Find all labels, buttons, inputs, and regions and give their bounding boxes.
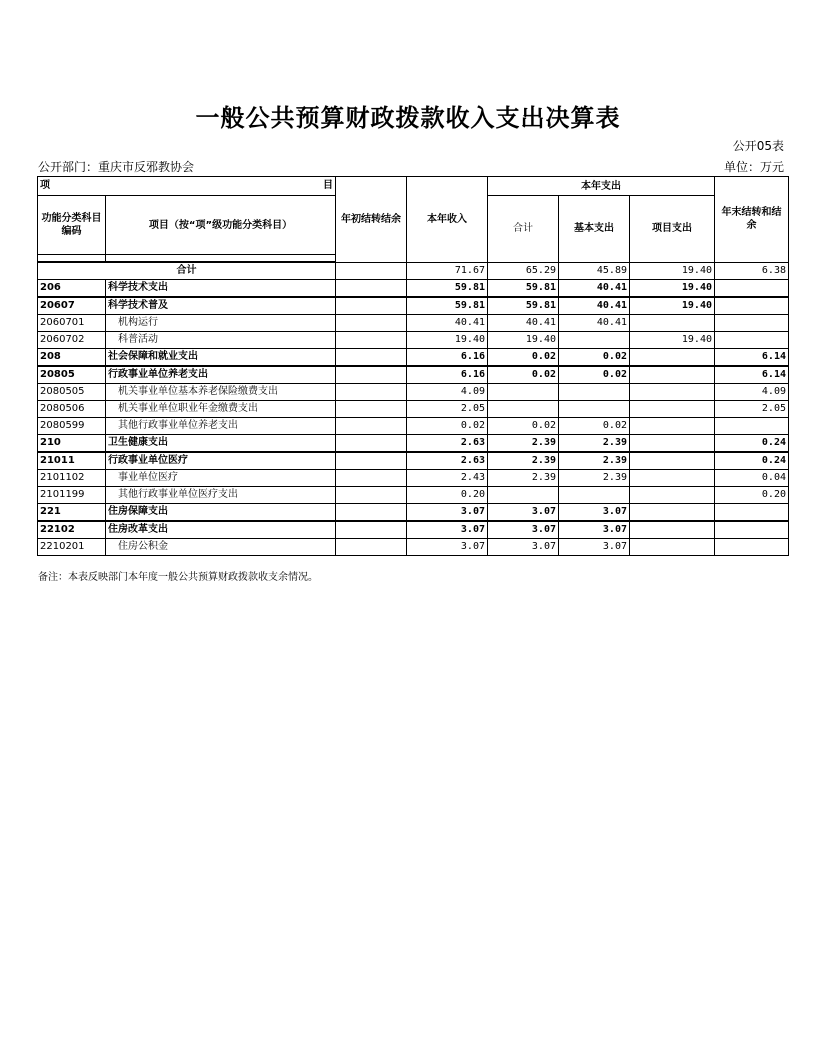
- row-begin: [336, 349, 407, 367]
- row-project: [630, 366, 715, 384]
- row-total: 59.81: [488, 297, 559, 315]
- row-income: 2.63: [407, 452, 488, 470]
- total-basic: 45.89: [559, 262, 630, 280]
- table-row: [38, 332, 789, 349]
- row-begin: [336, 401, 407, 418]
- row-total: [488, 384, 559, 401]
- row-income: 3.07: [407, 539, 488, 556]
- row-total: 3.07: [488, 504, 559, 522]
- row-basic: 2.39: [559, 470, 630, 487]
- table-row: [38, 280, 789, 298]
- row-begin: [336, 435, 407, 453]
- row-project: [630, 504, 715, 522]
- row-begin: [336, 297, 407, 315]
- row-name: 住房公积金: [106, 539, 336, 556]
- header-row-1: [38, 177, 789, 196]
- row-total: [488, 487, 559, 504]
- row-project: 19.40: [630, 332, 715, 349]
- table-row: [38, 487, 789, 504]
- row-end: 2.05: [715, 401, 789, 418]
- row-basic: 2.39: [559, 452, 630, 470]
- table-row: [38, 470, 789, 487]
- row-name: 行政事业单位医疗: [106, 452, 336, 470]
- row-total: 2.39: [488, 470, 559, 487]
- header-end-balance: 年末结转和结余: [715, 177, 789, 263]
- row-begin: [336, 539, 407, 556]
- row-end: 6.14: [715, 349, 789, 367]
- row-basic: [559, 401, 630, 418]
- row-begin: [336, 470, 407, 487]
- row-begin: [336, 418, 407, 435]
- row-total: 3.07: [488, 521, 559, 539]
- header-spacer-code: [38, 255, 106, 263]
- row-basic: 0.02: [559, 418, 630, 435]
- row-project: 19.40: [630, 297, 715, 315]
- row-basic: [559, 332, 630, 349]
- row-income: 3.07: [407, 521, 488, 539]
- row-project: [630, 487, 715, 504]
- row-begin: [336, 487, 407, 504]
- unit-label: 单位：万元: [723, 160, 784, 174]
- row-end: [715, 280, 789, 298]
- row-begin: [336, 315, 407, 332]
- row-project: [630, 435, 715, 453]
- footnote: 备注：本表反映部门本年度一般公共预算财政拨款收支余情况。: [38, 572, 318, 583]
- row-code: 2060702: [38, 332, 106, 349]
- total-income: 71.67: [407, 262, 488, 280]
- total-row: [38, 262, 789, 280]
- table-row: [38, 521, 789, 539]
- total-label: 合计: [38, 262, 336, 280]
- row-name: 机关事业单位基本养老保险缴费支出: [106, 384, 336, 401]
- row-income: 59.81: [407, 280, 488, 298]
- row-code: 20805: [38, 366, 106, 384]
- row-end: [715, 504, 789, 522]
- table-row: [38, 452, 789, 470]
- row-begin: [336, 280, 407, 298]
- row-total: 2.39: [488, 435, 559, 453]
- row-name: 行政事业单位养老支出: [106, 366, 336, 384]
- row-project: [630, 470, 715, 487]
- row-end: [715, 539, 789, 556]
- table-row: [38, 401, 789, 418]
- row-code: 20607: [38, 297, 106, 315]
- row-basic: [559, 384, 630, 401]
- header-item-right: 目: [323, 180, 333, 191]
- table-row: [38, 297, 789, 315]
- row-code: 2080599: [38, 418, 106, 435]
- row-basic: 0.02: [559, 349, 630, 367]
- row-project: [630, 539, 715, 556]
- row-name: 机构运行: [106, 315, 336, 332]
- row-end: 0.04: [715, 470, 789, 487]
- row-income: 0.20: [407, 487, 488, 504]
- row-income: 4.09: [407, 384, 488, 401]
- row-basic: 40.41: [559, 280, 630, 298]
- row-begin: [336, 504, 407, 522]
- header-project: 项目支出: [630, 196, 715, 263]
- table-row: [38, 435, 789, 453]
- table-row: [38, 349, 789, 367]
- row-basic: 40.41: [559, 315, 630, 332]
- form-code: 公开05表: [732, 139, 784, 153]
- row-income: 6.16: [407, 366, 488, 384]
- row-begin: [336, 332, 407, 349]
- row-income: 40.41: [407, 315, 488, 332]
- total-end: 6.38: [715, 262, 789, 280]
- row-name: 科学技术普及: [106, 297, 336, 315]
- row-end: [715, 332, 789, 349]
- row-name: 科学技术支出: [106, 280, 336, 298]
- header-func-code: 功能分类科目编码: [38, 196, 106, 255]
- row-total: 0.02: [488, 418, 559, 435]
- header-item-left: 项: [40, 180, 50, 191]
- row-project: [630, 349, 715, 367]
- header-item-name: 项目（按“项”级功能分类科目）: [106, 196, 336, 255]
- total-begin: [336, 262, 407, 280]
- row-code: 2080506: [38, 401, 106, 418]
- row-total: 2.39: [488, 452, 559, 470]
- header-spacer-name: [106, 255, 336, 263]
- row-basic: 0.02: [559, 366, 630, 384]
- row-name: 卫生健康支出: [106, 435, 336, 453]
- row-code: 2101102: [38, 470, 106, 487]
- row-total: [488, 401, 559, 418]
- row-name: 事业单位医疗: [106, 470, 336, 487]
- row-name: 科普活动: [106, 332, 336, 349]
- row-begin: [336, 452, 407, 470]
- row-end: 0.20: [715, 487, 789, 504]
- row-project: [630, 384, 715, 401]
- row-code: 21011: [38, 452, 106, 470]
- row-code: 206: [38, 280, 106, 298]
- row-name: 住房改革支出: [106, 521, 336, 539]
- row-total: 59.81: [488, 280, 559, 298]
- department-label: 公开部门：重庆市反邪教协会: [38, 160, 195, 174]
- header-begin-balance: 年初结转结余: [336, 177, 407, 263]
- row-end: [715, 521, 789, 539]
- header-expense-group: 本年支出: [488, 177, 715, 196]
- row-project: 19.40: [630, 280, 715, 298]
- row-begin: [336, 366, 407, 384]
- row-basic: 3.07: [559, 504, 630, 522]
- row-end: [715, 418, 789, 435]
- row-end: [715, 297, 789, 315]
- budget-table: [37, 176, 789, 556]
- row-total: 0.02: [488, 366, 559, 384]
- table-row: [38, 418, 789, 435]
- row-name: 其他行政事业单位医疗支出: [106, 487, 336, 504]
- row-code: 2080505: [38, 384, 106, 401]
- row-income: 3.07: [407, 504, 488, 522]
- row-begin: [336, 521, 407, 539]
- row-income: 2.63: [407, 435, 488, 453]
- row-project: [630, 401, 715, 418]
- row-code: 22102: [38, 521, 106, 539]
- row-end: 6.14: [715, 366, 789, 384]
- table-row: [38, 539, 789, 556]
- row-income: 2.43: [407, 470, 488, 487]
- row-name: 社会保障和就业支出: [106, 349, 336, 367]
- header-income: 本年收入: [407, 177, 488, 263]
- row-total: 3.07: [488, 539, 559, 556]
- row-code: 221: [38, 504, 106, 522]
- row-basic: 3.07: [559, 539, 630, 556]
- table-row: [38, 384, 789, 401]
- row-end: 0.24: [715, 435, 789, 453]
- row-total: 0.02: [488, 349, 559, 367]
- row-total: 40.41: [488, 315, 559, 332]
- row-project: [630, 521, 715, 539]
- row-name: 住房保障支出: [106, 504, 336, 522]
- row-code: 2060701: [38, 315, 106, 332]
- row-end: [715, 315, 789, 332]
- row-project: [630, 315, 715, 332]
- row-total: 19.40: [488, 332, 559, 349]
- row-income: 2.05: [407, 401, 488, 418]
- row-begin: [336, 384, 407, 401]
- table-row: [38, 315, 789, 332]
- row-basic: 2.39: [559, 435, 630, 453]
- row-code: 208: [38, 349, 106, 367]
- row-end: 4.09: [715, 384, 789, 401]
- total-total: 65.29: [488, 262, 559, 280]
- row-income: 6.16: [407, 349, 488, 367]
- report-title: 一般公共预算财政拨款收入支出决算表: [195, 104, 621, 132]
- row-code: 2101199: [38, 487, 106, 504]
- row-basic: 3.07: [559, 521, 630, 539]
- row-name: 机关事业单位职业年金缴费支出: [106, 401, 336, 418]
- row-basic: [559, 487, 630, 504]
- row-name: 其他行政事业单位养老支出: [106, 418, 336, 435]
- total-project: 19.40: [630, 262, 715, 280]
- header-item-cell: [38, 177, 336, 196]
- row-code: 2210201: [38, 539, 106, 556]
- table-row: [38, 504, 789, 522]
- header-total: 合计: [488, 196, 559, 263]
- table-row: [38, 366, 789, 384]
- header-basic: 基本支出: [559, 196, 630, 263]
- row-basic: 40.41: [559, 297, 630, 315]
- row-income: 0.02: [407, 418, 488, 435]
- row-income: 59.81: [407, 297, 488, 315]
- row-project: [630, 452, 715, 470]
- row-end: 0.24: [715, 452, 789, 470]
- row-income: 19.40: [407, 332, 488, 349]
- row-code: 210: [38, 435, 106, 453]
- row-project: [630, 418, 715, 435]
